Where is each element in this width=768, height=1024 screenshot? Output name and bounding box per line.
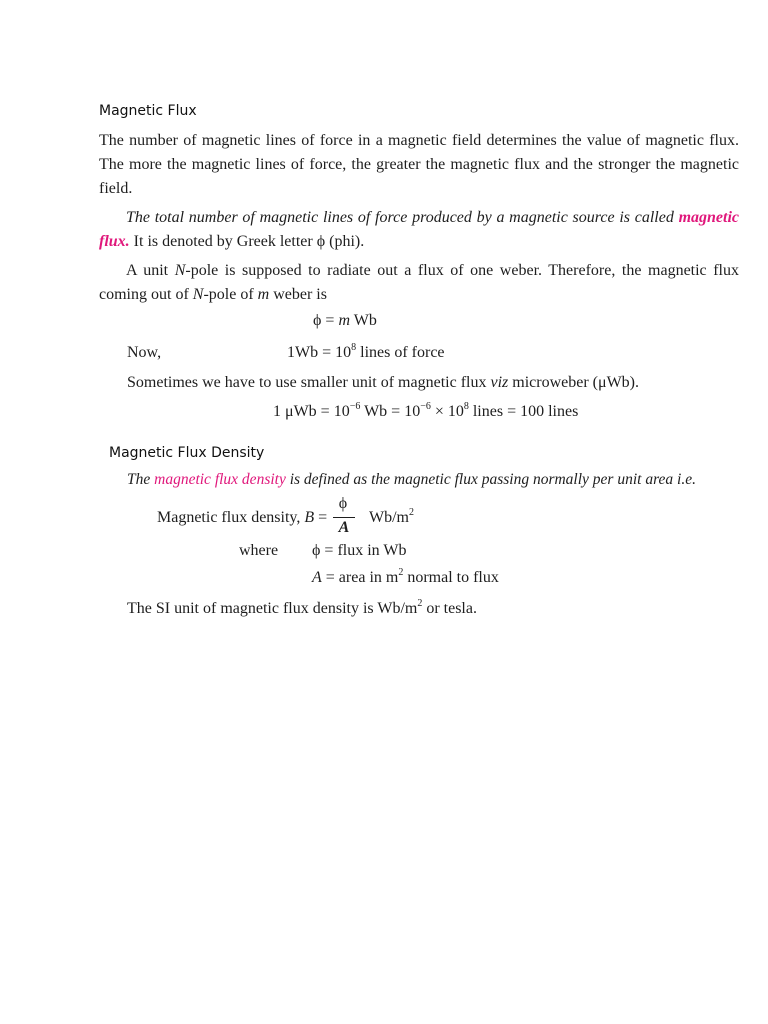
eq-text: lines = 100 lines	[472, 403, 579, 420]
text: or tesla.	[426, 600, 477, 617]
fraction-denominator: A	[338, 519, 350, 536]
text: -pole is supposed to radiate out a flux of one weber. Therefore, the magnetic flux coming out of	[99, 262, 739, 303]
formula-label	[157, 509, 327, 527]
paragraph-unit-pole	[99, 259, 739, 307]
now-label: Now,	[127, 344, 162, 361]
eq-lhs: ϕ =	[313, 312, 335, 329]
fraction-bar	[333, 517, 355, 518]
where-area-definition	[312, 569, 499, 587]
fraction-numerator: ϕ	[338, 495, 348, 512]
symbol-N: N	[192, 286, 204, 303]
term-magnetic-flux: magnetic flux.	[99, 209, 740, 250]
equation-phi-m-wb	[313, 312, 377, 330]
equals: =	[318, 509, 328, 526]
symbol-m: m	[257, 286, 270, 303]
symbol-A: A	[312, 569, 322, 586]
eq-text: 1Wb = 10	[287, 344, 352, 361]
text: weber is	[273, 286, 327, 303]
symbol-m: m	[338, 312, 351, 329]
text: A unit	[126, 262, 169, 279]
equation-microweber	[273, 403, 578, 421]
text: is defined as the magnetic flux passing normally per unit area i.e.	[289, 471, 696, 488]
exponent: 8	[463, 401, 469, 412]
exponent: 2	[409, 507, 414, 518]
formula-unit	[369, 509, 414, 527]
eq-text: Wb = 10	[364, 403, 421, 420]
eq-text: lines of force	[360, 344, 445, 361]
paragraph-microweber	[127, 374, 639, 392]
eq-text: × 10	[434, 403, 464, 420]
where-label: where	[239, 542, 279, 559]
paragraph-flux-definition	[99, 206, 739, 254]
exponent: 8	[351, 342, 357, 353]
text: Magnetic flux density,	[157, 509, 301, 526]
paragraph-flux-intro: The number of magnetic lines of force in a magnetic field determines the value of magnetic flux. The more the magnetic lines of force, the greater the magnetic flux and the stronger the magnetic field.	[99, 132, 739, 197]
unit-wb: Wb	[353, 312, 377, 329]
section-heading-magnetic-flux: Magnetic Flux	[99, 103, 197, 119]
exponent: 2	[417, 598, 423, 609]
text: = area in m	[325, 569, 399, 586]
definition-italic-text: The total number of magnetic lines of force produced by a magnetic source is called	[126, 209, 674, 226]
equation-weber-lines	[287, 344, 445, 362]
exponent: 2	[398, 567, 404, 578]
viz-text: viz	[490, 374, 509, 391]
exponent: −6	[420, 401, 431, 412]
eq-text: 1 μWb = 10	[273, 403, 350, 420]
text: The	[127, 471, 151, 488]
text: microweber (μWb).	[512, 374, 639, 391]
text: normal to flux	[407, 569, 499, 586]
unit: Wb/m	[369, 509, 409, 526]
where-phi-definition: ϕ = flux in Wb	[312, 542, 407, 559]
text: Sometimes we have to use smaller unit of magnetic flux	[127, 374, 487, 391]
term-magnetic-flux-density: magnetic flux density	[154, 471, 286, 488]
definition-rest-text: It is denoted by Greek letter ϕ (phi).	[133, 233, 365, 250]
symbol-N: N	[174, 262, 186, 279]
symbol-B: B	[304, 509, 315, 526]
section-heading-flux-density: Magnetic Flux Density	[109, 445, 265, 461]
text: -pole of	[203, 286, 254, 303]
paragraph-density-definition	[127, 471, 696, 489]
paragraph-si-unit	[127, 600, 477, 618]
exponent: −6	[349, 401, 361, 412]
text: The SI unit of magnetic flux density is Wb/m	[127, 600, 418, 617]
